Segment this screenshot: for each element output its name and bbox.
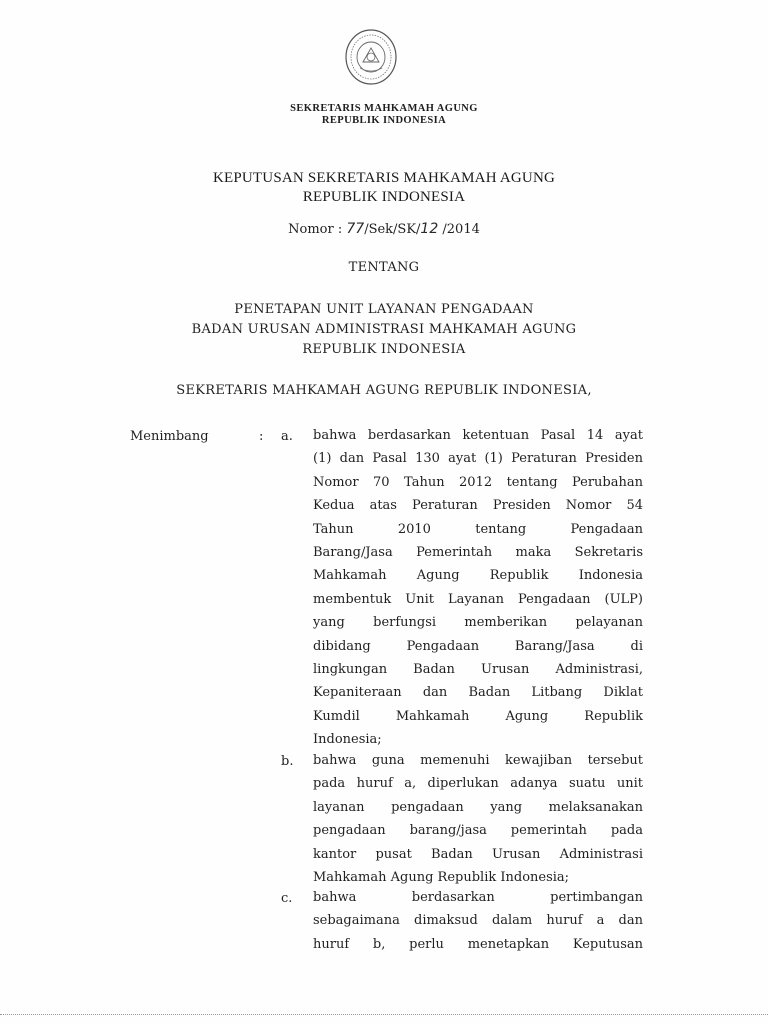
- consideration-line: bahwa berdasarkan ketentuan Pasal 14 ayat: [313, 428, 643, 443]
- consideration-line: bahwa guna memenuhi kewajiban tersebut: [313, 753, 643, 768]
- consideration-line: bahwa berdasarkan pertimbangan: [313, 890, 643, 905]
- nomor-handwritten-number: 77: [346, 221, 365, 237]
- document-number: [0, 221, 768, 237]
- consideration-line: sebagaimana dimaksud dalam huruf a dan: [313, 913, 643, 929]
- consideration-line: yang berfungsi memberikan pelayanan: [313, 615, 643, 631]
- nomor-code: /Sek/SK/: [364, 222, 421, 237]
- consideration-a: [313, 424, 643, 752]
- header-org-line2: REPUBLIK INDONESIA: [321, 115, 447, 126]
- item-letter-b: b.: [281, 754, 294, 769]
- menimbang-label: Menimbang: [130, 429, 209, 444]
- consideration-line: Mahkamah Agung Republik Indonesia: [313, 568, 643, 584]
- mahkamah-agung-seal-icon: [343, 26, 399, 90]
- item-letter-a: a.: [281, 429, 293, 444]
- consideration-line: Tahun 2010 tentang Pengadaan: [313, 521, 643, 537]
- consideration-line: huruf b, perlu menetapkan Keputusan: [313, 936, 643, 952]
- consideration-line: Kumdil Mahkamah Agung Republik: [313, 708, 643, 724]
- subject-line3: REPUBLIK INDONESIA: [302, 342, 466, 357]
- nomor-year: /2014: [442, 222, 480, 237]
- consideration-line: pengadaan barang/jasa pemerintah pada: [313, 823, 643, 839]
- menimbang-colon: :: [259, 429, 264, 444]
- consideration-line: Kedua atas Peraturan Presiden Nomor 54: [313, 498, 643, 514]
- consideration-line: kantor pusat Badan Urusan Administrasi: [313, 846, 643, 862]
- consideration-line: (1) dan Pasal 130 ayat (1) Peraturan Presiden: [313, 451, 643, 467]
- header-org-line1: SEKRETARIS MAHKAMAH AGUNG: [290, 103, 478, 114]
- subject-line1: PENETAPAN UNIT LAYANAN PENGADAAN: [234, 302, 534, 317]
- consideration-line: layanan pengadaan yang melaksanakan: [313, 799, 643, 815]
- tentang-heading: TENTANG: [348, 260, 420, 275]
- consideration-line: Barang/Jasa Pemerintah maka Sekretaris: [313, 545, 643, 561]
- consideration-line: membentuk Unit Layanan Pengadaan (ULP): [313, 591, 643, 607]
- page-bottom-edge: [0, 1014, 768, 1019]
- consideration-line: dibidang Pengadaan Barang/Jasa di: [313, 638, 643, 654]
- nomor-label: Nomor :: [288, 222, 343, 237]
- opening-statement: SEKRETARIS MAHKAMAH AGUNG REPUBLIK INDONESIA,: [176, 383, 592, 398]
- subject-line2: BADAN URUSAN ADMINISTRASI MAHKAMAH AGUNG: [191, 322, 577, 337]
- document-title-line1: KEPUTUSAN SEKRETARIS MAHKAMAH AGUNG: [212, 170, 556, 186]
- consideration-c: [313, 886, 643, 956]
- document-title-line2: REPUBLIK INDONESIA: [302, 189, 466, 205]
- consideration-line: Nomor 70 Tahun 2012 tentang Perubahan: [313, 474, 643, 490]
- consideration-line: Indonesia;: [313, 732, 382, 748]
- consideration-line: Mahkamah Agung Republik Indonesia;: [313, 870, 570, 886]
- consideration-line: Kepaniteraan dan Badan Litbang Diklat: [313, 685, 643, 701]
- item-letter-c: c.: [281, 891, 293, 906]
- consideration-line: lingkungan Badan Urusan Administrasi,: [313, 662, 643, 678]
- nomor-handwritten-month: 12: [420, 221, 439, 237]
- consideration-b: [313, 749, 643, 889]
- consideration-line: pada huruf a, diperlukan adanya suatu unit: [313, 776, 643, 792]
